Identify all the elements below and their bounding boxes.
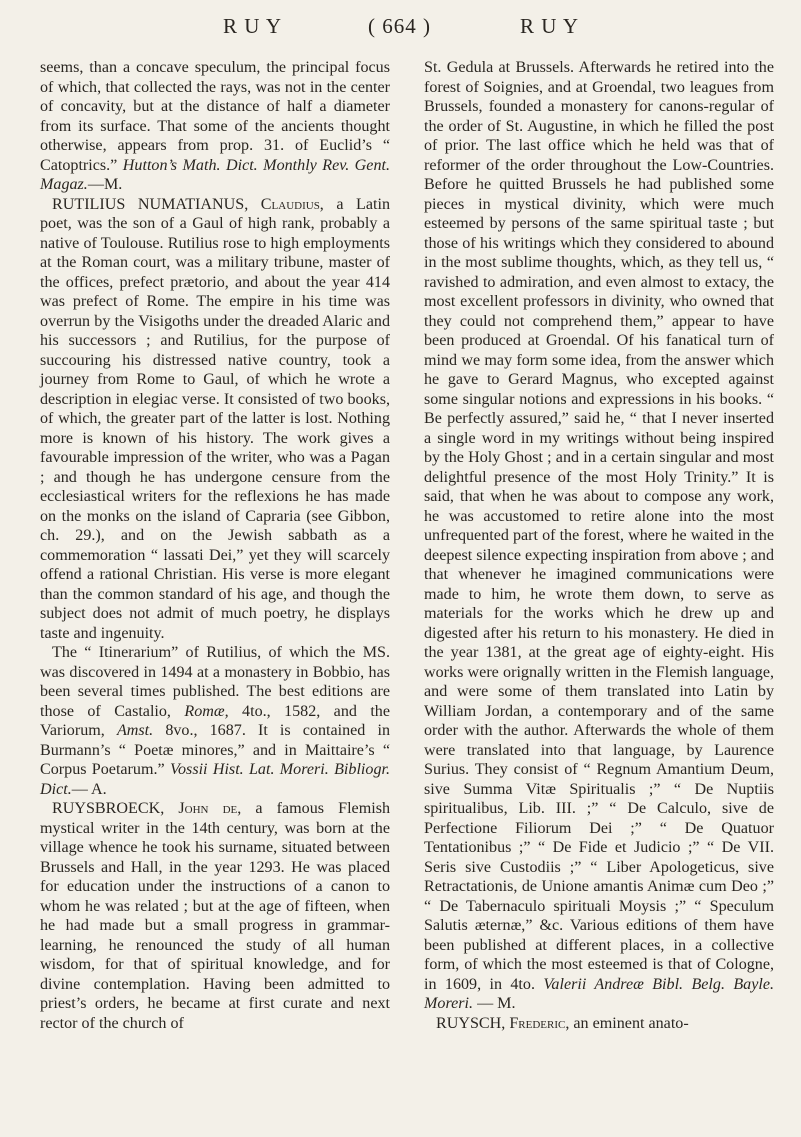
header-left: R U Y — [223, 14, 283, 38]
citation: Hutton’s Math. Dict. Monthly Rev. Gent. Magaz. — [40, 156, 390, 193]
header-right: R U Y — [520, 14, 580, 38]
citation: Vossii Hist. Lat. Moreri. Bibliogr. Dict. — [40, 761, 390, 798]
headword: RUYSCH, — [436, 1014, 506, 1032]
headword: RUTILIUS NUMATIANUS, — [52, 195, 249, 213]
headword: RUYSBROECK, — [52, 800, 165, 817]
right-column — [424, 58, 774, 1033]
left-column — [40, 58, 390, 1033]
running-header — [0, 8, 801, 42]
paragraph: St. Gedula at Brussels. Afterwards he retired into the forest of Soignies, and at Groendal, two leagues from Brussels, founded a monastery for canons-regular of the order of St. Augustine, in which he filled the post of prior. The last office which he held was that of reformer of the order throughout the Low-Countries. Before he quitted Brussels he had published some pieces in mystical divinity, which were much esteemed by persons of the same spiritual taste ; but those of his writings which they considered to abound in the most sublime thoughts, which, as they tell us, “ ravished to admiration, and even almost to extacy, the most excellent professors in divinity, who owned that they could not comprehend them,” appear to have been produced at Groendal. Of his fanatical turn of mind we may form some idea, from the answer which he gave to Gerard Magnus, who excepted against some singular notions and expressions in his books. “ Be perfectly assured,” said he, “ that I never inserted a single word in my writings without being inspired by the Holy Ghost ; and in a certain singular and most delightful presence of the most Holy Trinity.” It is said, that when he was about to compose any work, he was accustomed to retire alone into the most unfrequented part of the forest, where he waited in the deepest silence expecting inspiration from above ; and that whenever he imagined communications were made to him, he wrote them down, to serve as materials for the works which he drew up and digested after his return to his monastery. He died in the year 1381, at the great age of eighty-eight. His works were orignally written in the Flemish language, and were some of them translated into Latin by William Jordan, a contemporary and of the same order with the author. Afterwards the whole of them were translated into that language, by Laurence Surius. They consist of “ Regnum Amantium Deum, sive Summa Vitæ Spiritualis ;” “ De Nuptiis spiritualibus, Lib. III. ;” “ De Calculo, sive de Perfectione Filiorum Dei ;” “ De Quatuor Tentationibus ;” “ De Fide et Judicio ;” “ De VII. Seris sive Custodiis ;” “ Liber Apologeticus, sive Retractationis, de Unione amantis Animæ cum Deo ;” “ De Tabernaculo spirituali Moysis ;” “ Speculum Salutis æternæ,” &c. Various editions of them have been published at different places, in a collective form, of which the most esteemed is that of Cologne, in 1609, in 4to. Valerii Andreæ Bibl. Belg. Bayle. Moreri. — M. — [424, 59, 774, 1012]
entry-rutilius: RUTILIUS NUMATIANUS, Claudius, a Latin poet, was the son of a Gaul of high rank, probably a native of Toulouse. Rutilius rose to high employments at the Roman court, was a military tribune, master of the offices, prefect prætorio, and about the year 414 was prefect of Rome. The empire in his time was overrun by the Visigoths under the dreaded Alaric and his successors ; and Rutilius, for the purpose of succouring his distressed native country, took a journey from Rome to Gaul, of which he wrote a description in elegiac verse. It consisted of two books, of which, the greater part of the latter is lost. Nothing more is known of his history. The work gives a favourable impression of the writer, who was a Pagan ; and though he has undergone censure from the ecclesiastical writers for the reflexions he has made on the monks on the island of Capraria (see Gibbon, ch. 29.), and on the Jewish sabbath as a commemoration “ lassati Dei,” yet they will scarcely offend a rational Christian. His verse is more elegant than the common standard of his age, and though the subject does not admit of much poetry, he displays taste and ingenuity. — [40, 195, 391, 642]
paragraph: The “ Itinerarium” of Rutilius, of which the MS. was discovered in 1494 at a monastery in Bobbio, has been several times published. The best editions are those of Castalio, Romæ, 4to., 1582, and the Variorum, Amst. 8vo., 1687. It is contained in Burmann’s “ Poetæ minores,” and in Maittaire’s “ Corpus Poetarum.” Vossii Hist. Lat. Moreri. Bibliogr. Dict.— A. — [40, 644, 390, 798]
entry-ruysbroeck: RUYSBROECK, John de, a famous Flemish mystical writer in the 14th century, was born at the village whence he took his surname, situated between Brussels and Hall, in the year 1293. He was placed for education under the instructions of a canon to whom he was related ; but at the age of fifteen, when he had made but a small progress in grammar-learning, he renounced the study of all human wisdom, for that of spiritual knowledge, and for divine contemplation. Having been admitted to priest’s orders, he became at first curate and next rector of the church of — [40, 800, 391, 1032]
paragraph: seems, than a concave speculum, the principal focus of which, that collected the rays, was not in the center of concavity, but at the distance of half a diameter from its surface. That some of the ancients thought otherwise, appears from prop. 31. of Euclid’s “ Catoptrics.” Hutton’s Math. Dict. Monthly Rev. Gent. Magaz.—M. — [40, 59, 390, 193]
citation: Valerii Andreæ Bibl. Belg. Bayle. Moreri. — [424, 975, 774, 1012]
entry-ruysch: RUYSCH, Frederic, an eminent anato- — [436, 1014, 689, 1032]
page-number: ( 664 ) — [368, 14, 431, 38]
